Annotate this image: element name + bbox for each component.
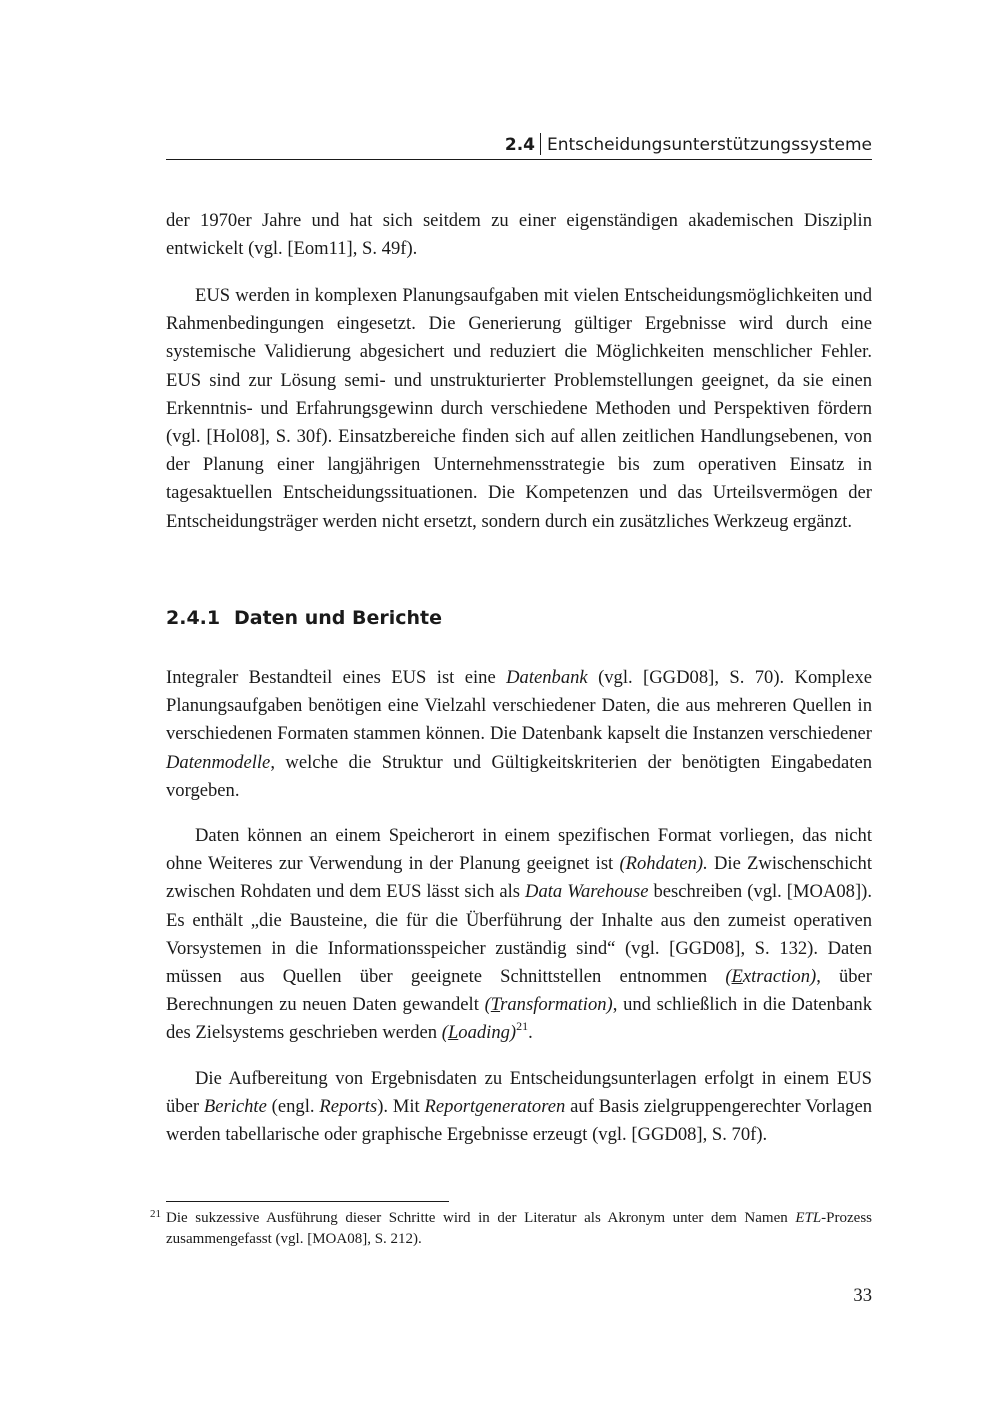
footnote <box>150 1208 872 1250</box>
footnote-term-etl: ETL <box>795 1210 822 1226</box>
paragraph-1 <box>166 207 872 263</box>
footnote-mark: 21 <box>150 1208 161 1220</box>
footnote-text-b: -Prozess zusammengefasst (vgl. [MOA08], S. 212). <box>166 1210 872 1247</box>
running-header <box>166 133 872 160</box>
paragraph-5 <box>166 1065 872 1150</box>
section-title: Daten und Berichte <box>234 607 442 629</box>
section-number: 2.4.1 <box>166 607 221 629</box>
term-loading: (Loading) <box>441 1022 517 1044</box>
paragraph-3-text: Integraler Bestandteil eines EUS ist eine Datenbank (vgl. [GGD08], S. 70). Komplexe Planungsaufgaben benötigen eine Vielzahl verschiedener Daten, die aus mehreren Quellen in verschiedenen Formaten stammen können. Die Datenbank kapselt die Instanzen verschiedener Datenmodelle, welche die Struktur und Gültigkeitskriterien der benötigten Eingabedaten vorgeben. <box>166 667 872 801</box>
term-transformation: (Transformation) <box>484 994 613 1016</box>
paragraph-1-text: der 1970er Jahre und hat sich seitdem zu einer eigenständigen akademischen Disziplin entwickelt (vgl. [Eom11], S. 49f). <box>166 210 872 260</box>
term-reportgeneratoren: Reportgeneratoren <box>424 1096 566 1118</box>
footnote-divider <box>166 1201 449 1202</box>
term-datenbank: Datenbank <box>506 667 588 688</box>
footnote-text-a: Die sukzessive Ausführung dieser Schritte wird in der Literatur als Akronym unter dem Namen <box>166 1210 796 1226</box>
paragraph-3 <box>166 664 872 805</box>
term-extraction: (Extraction) <box>725 966 817 988</box>
term-datenmodelle: Datenmodelle <box>166 751 271 773</box>
header-section-number: 2.4 <box>504 135 535 155</box>
header-section-title: Entscheidungsunterstützungssysteme <box>547 135 872 155</box>
section-heading <box>166 605 872 631</box>
term-reports: Reports <box>319 1096 378 1118</box>
paragraph-4-text: Daten können an einem Speicherort in einem spezifischen Format vorliegen, das nicht ohne Weiteres zur Verwendung in der Planung geeignet ist (Rohdaten). Die Zwischenschicht zwischen Rohdaten und dem EUS lässt sich als Data Warehouse beschreiben (vgl. [MOA08]). Es enthält „die Bausteine, die für die Überführung der Inhalte aus den zumeist operativen Vorsystemen in die Informationsspeicher zuständig sind“ (vgl. [GGD08], S. 132). Daten müssen aus Quellen über geeignete Schnittstellen entnommen (Extraction), über Berechnungen zu neuen Daten gewandelt (Transformation), und schließlich in die Datenbank des Zielsystems geschrieben werden (Loading)$^{21}$. <box>166 825 873 1044</box>
term-data-warehouse: Data Warehouse <box>525 881 649 903</box>
paragraph-4 <box>166 822 872 1048</box>
paragraph-2-text: EUS werden in komplexen Planungsaufgaben mit vielen Entscheidungsmöglichkeiten und Rahmenbedingungen eingesetzt. Die Generierung gültiger Ergebnisse wird durch eine systemische Validierung abgesichert und reduziert die Möglichkeiten menschlicher Fehler. EUS sind zur Lösung semi- und unstrukturierter Problemstellungen geeignet, da sie einen Erkenntnis- und Erfahrungsgewinn durch verschiedene Methoden und Perspektiven fördern (vgl. [Hol08], S. 30f). Einsatzbereiche finden sich auf allen zeitlichen Handlungsebenen, von der Planung einer langjährigen Unternehmensstrategie bis zum operativen Einsatz in tagesaktuellen Entscheidungssituationen. Die Kompetenzen und das Urteilsvermögen der Entscheidungsträger werden nicht ersetzt, sondern durch ein zusätzliches Werkzeug ergänzt. <box>166 285 872 532</box>
paragraph-2 <box>166 282 872 536</box>
term-berichte: Berichte <box>203 1096 267 1118</box>
page-number: 33 <box>853 1285 872 1306</box>
footnote-reference[interactable]: 21 <box>516 1019 529 1034</box>
paragraph-5-text: Die Aufbereitung von Ergebnisdaten zu Entscheidungsunterlagen erfolgt in einem EUS über Berichte (engl. Reports). Mit Reportgeneratoren auf Basis zielgruppengerechter Vorlagen werden tabellarische oder graphische Ergebnisse erzeugt (vgl. [GGD08], S. 70f). <box>166 1068 872 1146</box>
header-separator <box>540 133 541 155</box>
term-rohdaten: (Rohdaten). <box>619 853 708 875</box>
